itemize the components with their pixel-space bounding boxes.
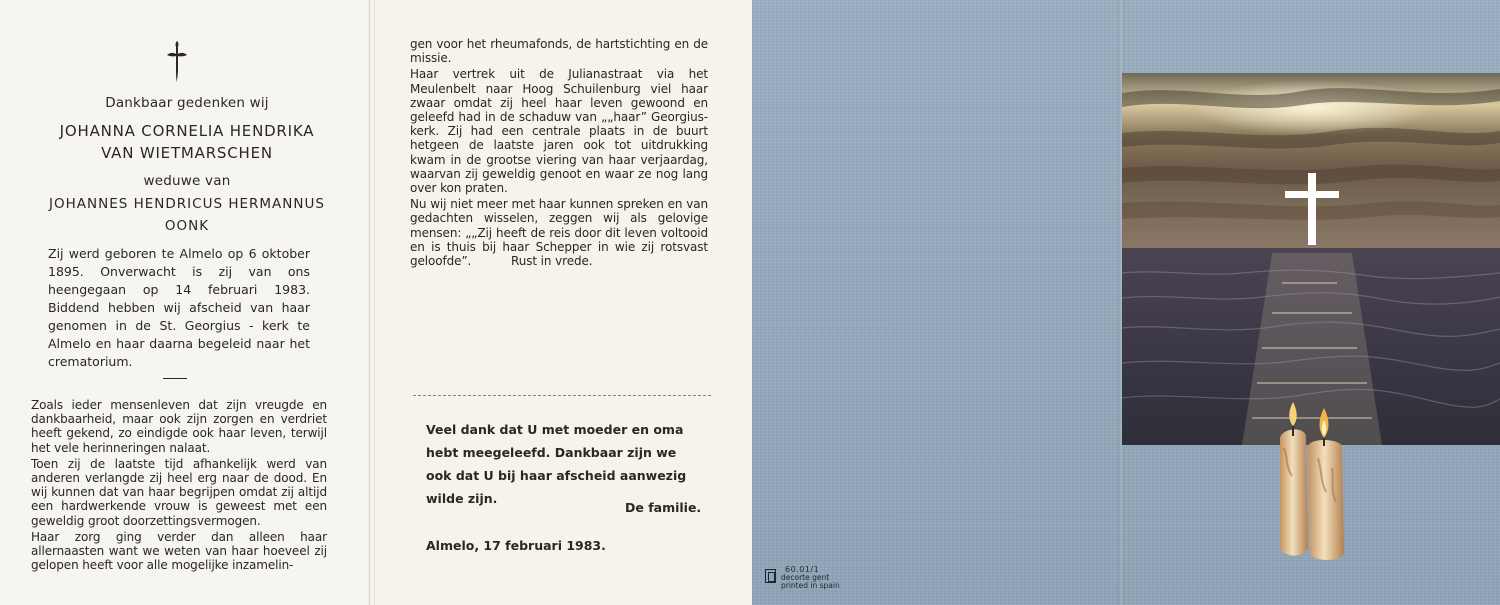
paragraph: Zoals ieder mensenleven dat zijn vreugde en dankbaarheid, maar ook zijn zorgen en verdriet heeft gekend, zo eindigde ook haar leven, terwijl het vele herinneringen nalaat. — [31, 398, 327, 455]
publisher-line2: printed in spain — [781, 581, 840, 590]
fold-line — [368, 0, 371, 605]
place-date: Almelo, 17 februari 1983. — [426, 538, 606, 553]
divider — [163, 378, 187, 379]
separator-line — [413, 395, 711, 396]
paragraph: Nu wij niet meer met haar kunnen spreken en van gedachten wisselen, zeggen wij als gelovige mensen: „„Zij heeft de reis door dit leven voltooid en is thuis bij haar Schepper in wie zij rotsvast geloofde”. — [410, 197, 708, 269]
seascape-photo — [1122, 73, 1500, 445]
middle-page — [374, 0, 753, 605]
text-column-middle — [410, 37, 708, 268]
husband-name-line2: OONK — [164, 218, 210, 234]
product-code: 60.01/1 — [785, 565, 820, 574]
cover-page — [752, 0, 1500, 605]
biography-paragraph: Zij werd geboren te Almelo op 6 oktober 1895. Onverwacht is zij van ons heengegaan op 14 februari 1983. Biddend hebben wij afscheid van haar genomen in de St. Georgius - kerk te Almelo en haar daarna begeleid naar het crematorium. — [48, 246, 310, 369]
family-signature: De familie. — [625, 500, 702, 515]
husband-name-line1: JOHANNES HENDRICUS HERMANNUS — [49, 196, 325, 212]
sunset-sea-image — [1122, 73, 1500, 445]
intro-text: Dankbaar gedenken wij — [105, 95, 269, 111]
thank-you-message: Veel dank dat U met moeder en oma hebt meegeleefd. Dankbaar zijn we ook dat U bij haar afscheid aanwezig wilde zijn. — [426, 422, 687, 506]
deceased-name-line1: JOHANNA CORNELIA HENDRIKA — [59, 122, 315, 140]
candles-icon — [1274, 398, 1354, 562]
left-page — [0, 0, 374, 605]
paragraph: Haar vertrek uit de Julianastraat via het Meulenbelt naar Hoog Schuilenburg viel haar zwaar omdat zij heel haar leven gewoond en geleefd had in de schaduw van „„haar” Georgius-kerk. Zij had een centrale plaats in de buurt hetgeen de laatste jaren ook tot uitdrukking kwam in de grootse viering van haar verjaardag, waarvan zij geweldig genoot en waar ze nog lang over kon praten. — [410, 67, 708, 196]
deceased-name-line2: VAN WIETMARSCHEN — [101, 144, 273, 162]
paragraph: Toen zij de laatste tijd afhankelijk werd van anderen verlangde zij heel erg naar de dood. En wij kunnen dat van haar begrijpen omdat zij altijd een hardwerkende vrouw is geweest met een geweldig groot doorzettingsvermogen. — [31, 456, 327, 528]
cross-icon — [166, 41, 188, 83]
widow-of-text: weduwe van — [143, 173, 231, 189]
cross-icon — [1308, 173, 1316, 245]
rest-in-peace: Rust in vrede. — [511, 254, 593, 268]
text-column-left — [31, 398, 327, 572]
paragraph: Haar zorg ging verder dan alleen haar allernaasten want we weten van haar hoeveel zij gelopen heeft voor alle mogelijke inzamelin- — [31, 529, 327, 573]
paragraph: gen voor het rheumafonds, de hartstichting en de missie. — [410, 37, 708, 66]
publisher-line1: decorte gent — [781, 573, 830, 582]
publisher-logo-icon — [765, 569, 776, 583]
